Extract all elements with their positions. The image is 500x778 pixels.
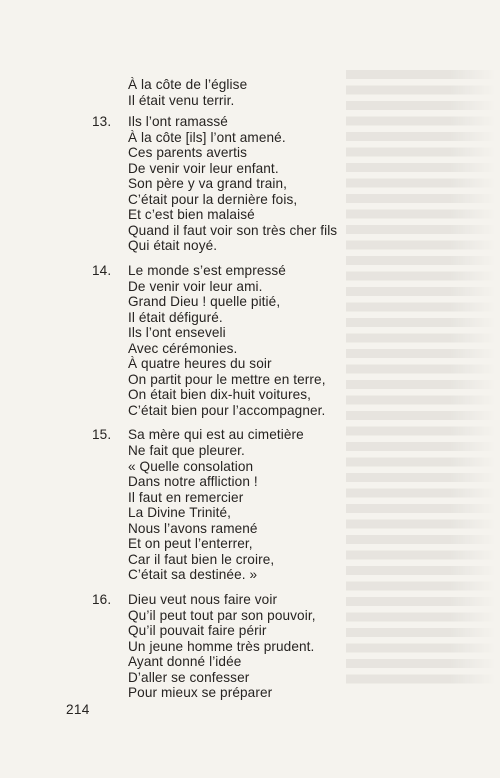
- verse-line: À la côte de l’église: [128, 77, 248, 92]
- verse-line: Pour mieux se préparer: [128, 685, 273, 701]
- verse-line: C’était sa destinée. »: [128, 567, 258, 583]
- verse-line: Nous l’avons ramené: [128, 520, 258, 536]
- verse-line: On était bien dix-huit voitures,: [128, 387, 312, 403]
- verse-line: De venir voir leur ami.: [128, 278, 263, 294]
- verse-line: Ils l’ont enseveli: [128, 325, 226, 341]
- verse-line: Qu’il peut tout par son pouvoir,: [128, 607, 316, 623]
- verse-line: Qui était noyé.: [128, 238, 218, 254]
- verse-line: Qu’il pouvait faire périr: [128, 623, 267, 639]
- verse-line: Sa mère qui est au cimetière: [128, 427, 304, 443]
- stanza-16: [92, 592, 452, 701]
- verse-line: Avec cérémonies.: [128, 340, 238, 356]
- page-number: 214: [66, 702, 90, 717]
- verse-line: Dieu veut nous faire voir: [128, 591, 278, 607]
- stanza-14: [92, 263, 452, 418]
- verse-line: « Quelle consolation: [128, 458, 254, 474]
- verse-line: Il était défiguré.: [128, 309, 223, 325]
- verse-line: Il était venu terrir.: [128, 92, 235, 108]
- verse-line: Car il faut bien le croire,: [128, 551, 275, 567]
- stanza-continuation: [92, 77, 452, 108]
- verse-line: Ne fait que pleurer.: [128, 443, 245, 459]
- stanza-number: 16.: [92, 591, 112, 607]
- verse-line: Un jeune homme très prudent.: [128, 638, 315, 654]
- verse-line: Quand il faut voir son très cher fils: [128, 222, 338, 238]
- verse-line: La Divine Trinité,: [128, 505, 232, 521]
- verse-line: De venir voir leur enfant.: [128, 160, 279, 176]
- verse-line: À quatre heures du soir: [128, 356, 272, 372]
- stanza-number: 14.: [92, 263, 112, 279]
- verse-line: On partit pour le mettre en terre,: [128, 371, 326, 387]
- verse-line: C’était pour la dernière fois,: [128, 191, 298, 207]
- verse-line: À la côte [ils] l’ont amené.: [128, 129, 286, 145]
- verse-line: Ces parents avertis: [128, 145, 248, 161]
- verse-line: Il faut en remercier: [128, 489, 244, 505]
- verse-line: Le monde s’est empressé: [128, 263, 286, 279]
- stanza-number: 15.: [92, 427, 112, 443]
- stanza-15: [92, 427, 452, 582]
- verse-line: Ils l’ont ramassé: [128, 114, 228, 130]
- verse-line: D’aller se confesser: [128, 669, 250, 685]
- poem-text: [92, 77, 452, 710]
- verse-line: Et on peut l’enterrer,: [128, 536, 253, 552]
- verse-line: Grand Dieu ! quelle pitié,: [128, 294, 281, 310]
- verse-line: Son père y va grand train,: [128, 176, 288, 192]
- stanza-13: [92, 114, 452, 254]
- verse-line: Ayant donné l’idée: [128, 654, 242, 670]
- stanza-number: 13.: [92, 114, 112, 130]
- verse-line: Et c’est bien malaisé: [128, 207, 255, 223]
- verse-line: C’était bien pour l’accompagner.: [128, 402, 326, 418]
- verse-line: Dans notre affliction !: [128, 474, 258, 490]
